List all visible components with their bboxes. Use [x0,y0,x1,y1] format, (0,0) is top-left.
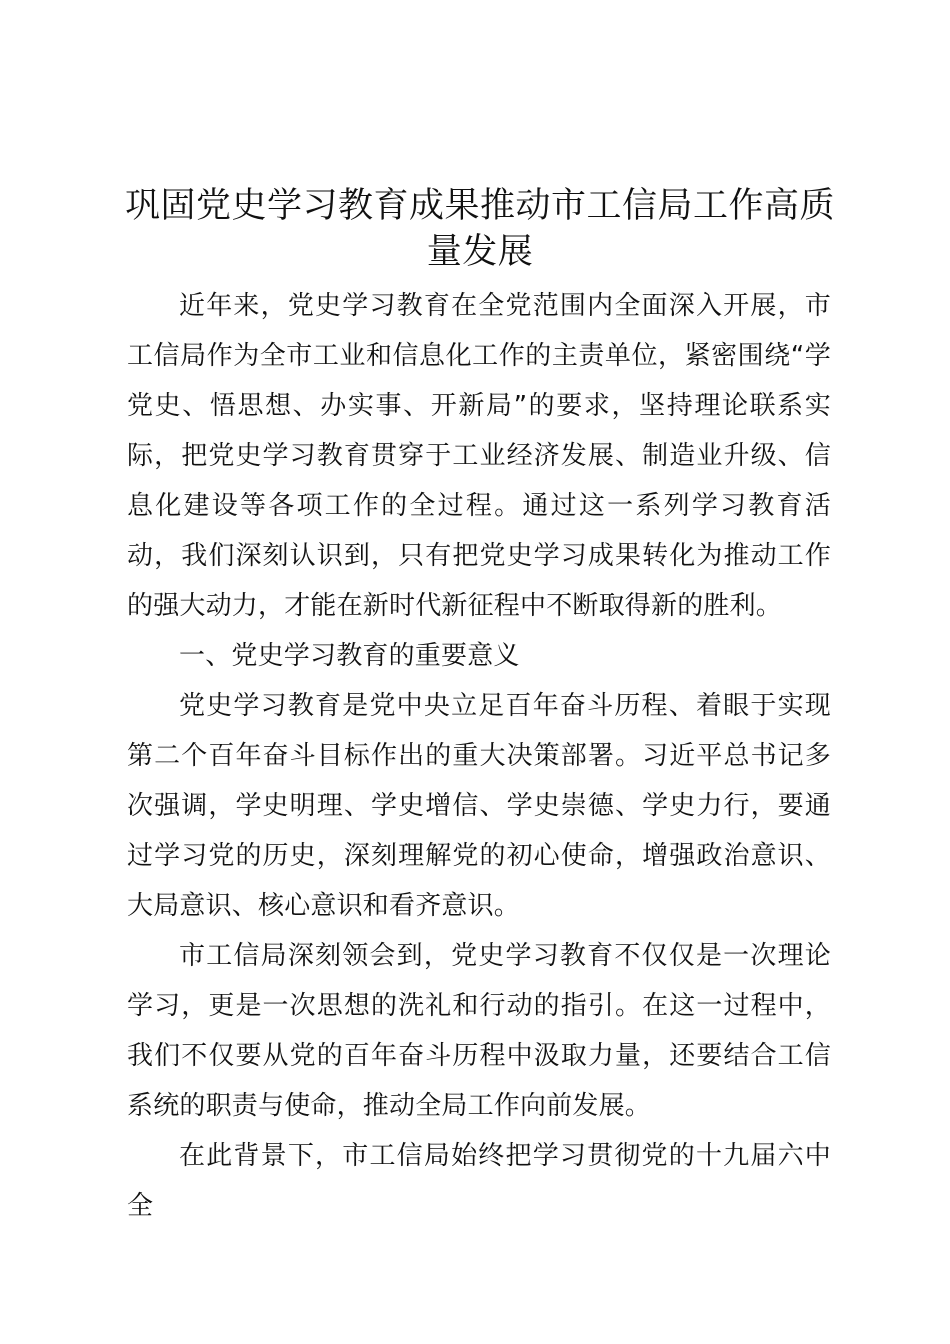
paragraph-background: 在此背景下，市工信局始终把学习贯彻党的十九届六中全 [127,1141,831,1221]
document-title: 巩固党史学习教育成果推动市工信局工作高质量发展 [124,186,835,272]
section-heading-1: 一、党史学习教育的重要意义 [179,641,520,671]
paragraph-intro: 近年来，党史学习教育在全党范围内全面深入开展，市工信局作为全市工业和信息化工作的主责单位，紧密围绕“学党史、悟思想、办实事、开新局”的要求，坚持理论联系实际，把党史学习教育贯穿于工业经济发展、制造业升级、信息化建设等各项工作的全过程。通过这一系列学习教育活动，我们深刻认识到，只有把党史学习成果转化为推动工作的强大动力，才能在新时代新征程中不断取得新的胜利。 [127,291,831,621]
document-body [127,281,831,1231]
paragraph-understanding: 市工信局深刻领会到，党史学习教育不仅仅是一次理论学习，更是一次思想的洗礼和行动的指引。在这一过程中，我们不仅要从党的百年奋斗历程中汲取力量，还要结合工信系统的职责与使命，推动全局工作向前发展。 [127,941,831,1121]
paragraph-significance: 党史学习教育是党中央立足百年奋斗历程、着眼于实现第二个百年奋斗目标作出的重大决策部署。习近平总书记多次强调，学史明理、学史增信、学史崇德、学史力行，要通过学习党的历史，深刻理解党的初心使命，增强政治意识、大局意识、核心意识和看齐意识。 [127,691,831,921]
